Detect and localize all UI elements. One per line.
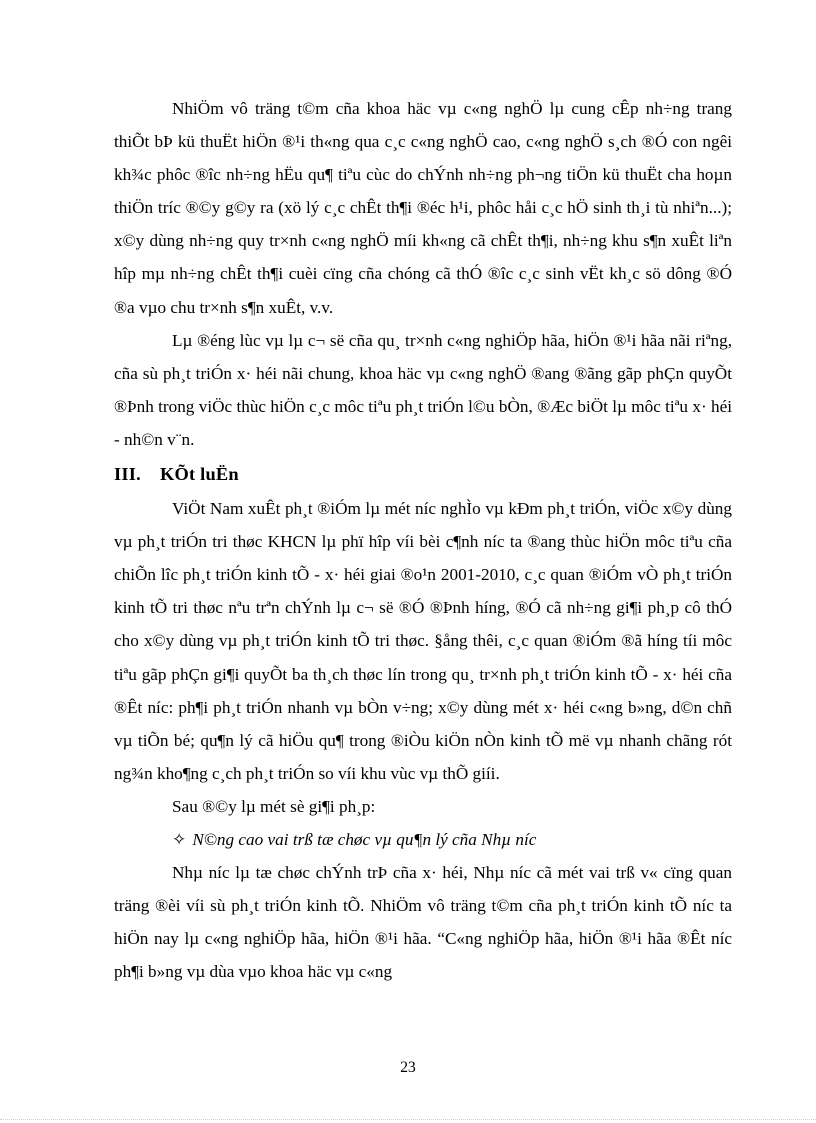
- page-body: [114, 92, 732, 988]
- page-bottom-divider: [0, 1119, 816, 1120]
- body-paragraph: Sau ®©y lµ mét sè gi¶i ph¸p:: [172, 796, 376, 816]
- body-paragraph: NhiÖm vô träng t©m cña khoa häc vµ c«ng nghÖ lµ cung cÊp nh÷ng trang thiÕt bÞ kü thuËt hiÖn ®¹i th«ng qua c¸c c«ng nghÖ cao, c«ng nghÖ s¸ch ®Ó con ngêi kh¾c phôc ®îc nh÷ng hËu qu¶ tiªu cùc do chÝnh nh÷ng ph¬ng tiÖn kü thuËt cha hoµn thiÖn tríc ®©y g©y ra (xö lý c¸c chÊt th¶i ®éc h¹i, phôc håi c¸c hÖ sinh th¸i tù nhiªn...); x©y dùng nh÷ng quy tr×nh c«ng nghÖ míi kh«ng cã chÊt th¶i, nh÷ng khu s¶n xuÊt liªn hîp mµ nh÷ng chÊt th¶i cuèi cïng cña chóng cã thÓ ®îc c¸c sinh vËt kh¸c sö dông ®Ó ®a vµo chu tr×nh s¶n xuÊt, v.v.: [114, 99, 732, 317]
- body-paragraph: Lµ ®éng lùc vµ lµ c¬ së cña qu¸ tr×nh c«ng nghiÖp hãa, hiÖn ®¹i hãa nãi riªng, cña sù ph¸t triÓn x· héi nãi chung, khoa häc vµ c«ng nghÖ ®ang ®ãng gãp phÇn quyÕt ®Þnh trong viÖc thùc hiÖn c¸c môc tiªu ph¸t triÓn l©u bÒn, ®Æc biÖt lµ môc tiªu x· héi - nh©n v¨n.: [114, 330, 732, 449]
- body-paragraph: Nhµ níc lµ tæ chøc chÝnh trÞ cña x· héi, Nhµ níc cã mét vai trß v« cïng quan träng ®èi víi sù ph¸t triÓn kinh tÕ. NhiÖm vô träng t©m cña ph¸t triÓn kinh tÕ níc ta hiÖn nay lµ c«ng nghiÖp hãa, hiÖn ®¹i hãa. “C«ng nghiÖp hãa, hiÖn ®¹i hãa ®Êt níc ph¶i b»ng vµ dùa vµo khoa häc vµ c«ng: [114, 863, 732, 982]
- solution-subheading: [114, 823, 732, 856]
- section-title: KÕt luËn: [160, 464, 239, 485]
- diamond-bullet-icon: ✧: [172, 829, 187, 849]
- body-paragraph: ViÖt Nam xuÊt ph¸t ®iÓm lµ mét níc nghÌo vµ kÐm ph¸t triÓn, viÖc x©y dùng vµ ph¸t triÓn tri thøc KHCN lµ phï hîp víi bèi c¶nh níc ta ®ang thùc hiÖn môc tiªu cña chiÕn lîc ph¸t triÓn kinh tÕ - x· héi giai ®o¹n 2001-2010, c¸c quan ®iÓm vÒ ph¸t triÓn kinh tÕ tri thøc nªu trªn chÝnh lµ c¬ së ®Ó ®Þnh híng, ®Ó cã nh÷ng gi¶i ph¸p cô thÓ cho x©y dùng vµ ph¸t triÓn kinh tÕ tri thøc. §ång thêi, c¸c quan ®iÓm ®ã híng tíi môc tiªu gãp phÇn gi¶i quyÕt ba th¸ch thøc lín trong qu¸ tr×nh ph¸t triÓn kinh tÕ - x· héi cña ®Êt níc: ph¶i ph¸t triÓn nhanh vµ bÒn v÷ng; x©y dùng mét x· héi c«ng b»ng, d©n chñ vµ tiÕn bé; qu¶n lý cã hiÖu qu¶ trong ®iÒu kiÖn nÒn kinh tÕ më vµ nhanh chãng rót ng¾n kho¶ng c¸ch ph¸t triÓn so víi khu vùc vµ thÕ giíi.: [114, 499, 732, 783]
- section-number: III.: [114, 464, 141, 485]
- page-number: 23: [400, 1059, 416, 1076]
- subheading-text: N©ng cao vai trß tæ chøc vµ qu¶n lý cña Nhµ níc: [192, 829, 537, 849]
- section-heading: [114, 456, 732, 492]
